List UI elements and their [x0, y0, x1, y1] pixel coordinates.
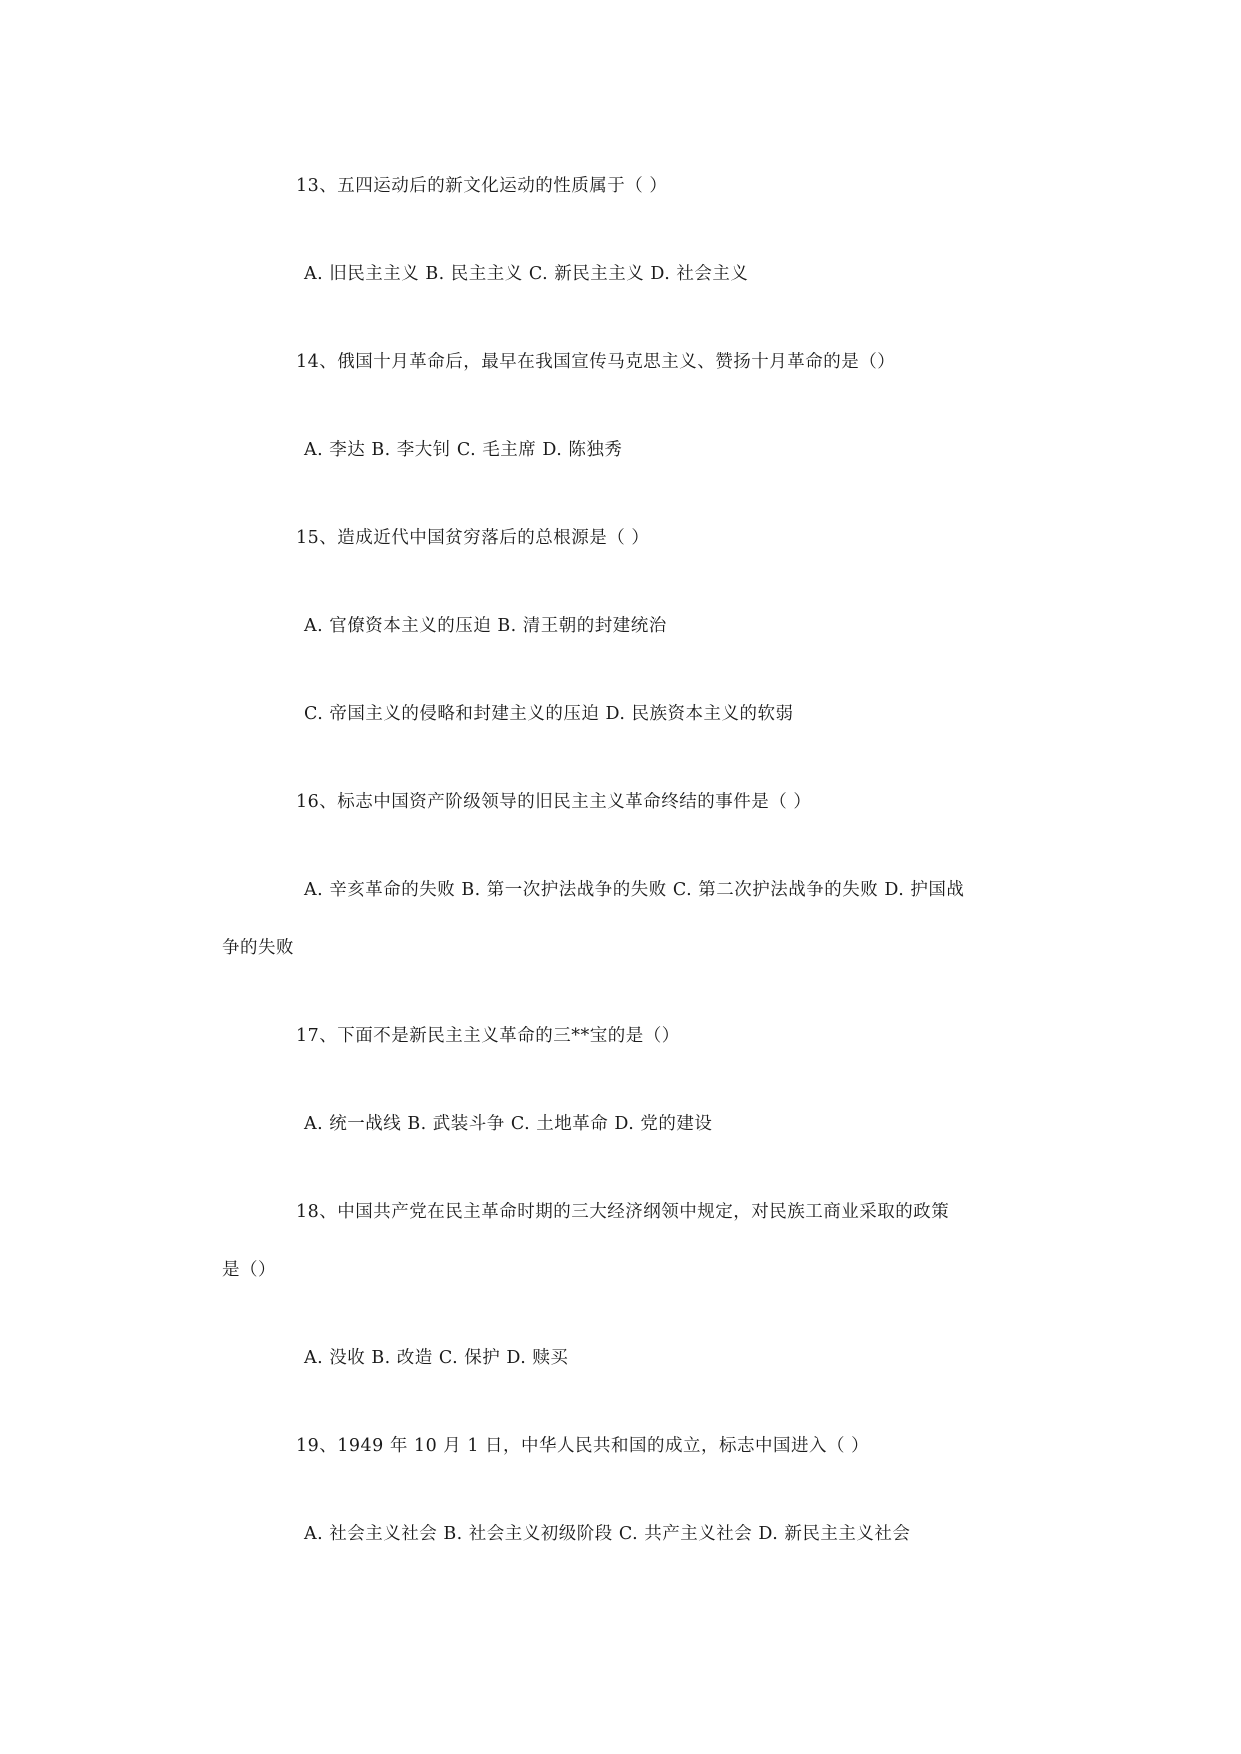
question-19-stem: 19、1949 年 10 月 1 日，中华人民共和国的成立，标志中国进入（ ）: [296, 1436, 870, 1456]
question-19-options: A. 社会主义社会 B. 社会主义初级阶段 C. 共产主义社会 D. 新民主主义社会: [304, 1524, 911, 1544]
question-14-stem: 14、俄国十月革命后，最早在我国宣传马克思主义、赞扬十月革命的是（）: [296, 352, 896, 372]
question-18-options: A. 没收 B. 改造 C. 保护 D. 赎买: [304, 1348, 569, 1368]
question-16-stem: 16、标志中国资产阶级领导的旧民主主义革命终结的事件是（ ）: [296, 792, 812, 812]
question-17-options: A. 统一战线 B. 武装斗争 C. 土地革命 D. 党的建设: [304, 1114, 713, 1134]
question-15-stem: 15、造成近代中国贫穷落后的总根源是（ ）: [296, 528, 650, 548]
question-15-options-line-1: A. 官僚资本主义的压迫 B. 清王朝的封建统治: [304, 616, 667, 636]
question-16-options-continuation: 争的失败: [222, 938, 294, 958]
question-18-stem-continuation: 是（）: [222, 1260, 276, 1280]
question-16-options: A. 辛亥革命的失败 B. 第一次护法战争的失败 C. 第二次护法战争的失败 D. 护国战: [304, 880, 965, 900]
question-13-stem: 13、五四运动后的新文化运动的性质属于（ ）: [296, 176, 668, 196]
question-15-options-line-2: C. 帝国主义的侵略和封建主义的压迫 D. 民族资本主义的软弱: [304, 704, 794, 724]
question-18-stem: 18、中国共产党在民主革命时期的三大经济纲领中规定，对民族工商业采取的政策: [296, 1202, 950, 1222]
question-13-options: A. 旧民主主义 B. 民主主义 C. 新民主主义 D. 社会主义: [304, 264, 749, 284]
question-17-stem: 17、下面不是新民主主义革命的三**宝的是（）: [296, 1026, 680, 1046]
question-14-options: A. 李达 B. 李大钊 C. 毛主席 D. 陈独秀: [304, 440, 623, 460]
